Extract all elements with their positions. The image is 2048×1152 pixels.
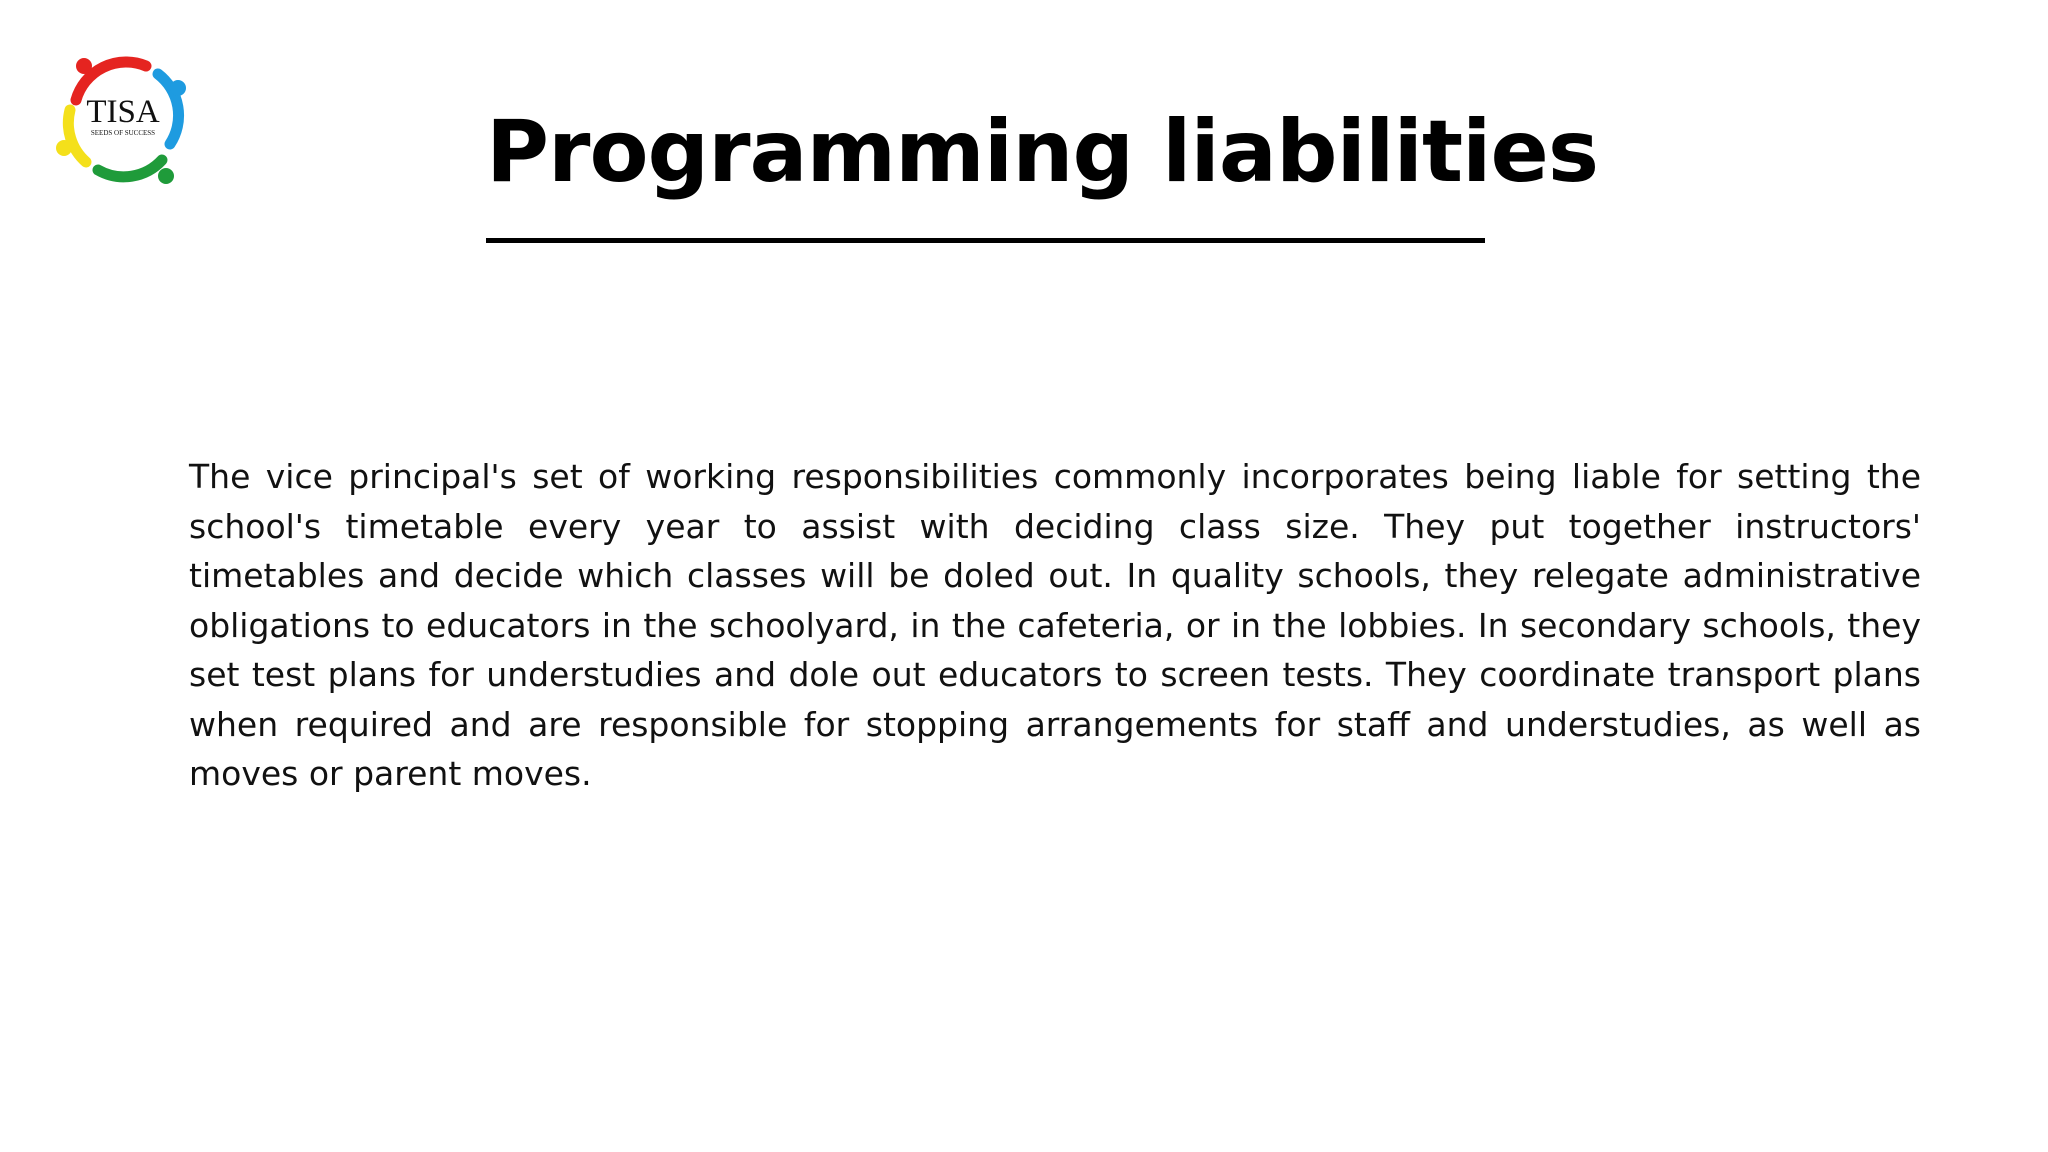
title-underline [486, 238, 1485, 243]
tisa-logo [54, 48, 192, 186]
tisa-logo-icon [54, 48, 192, 186]
logo-wordmark: TISA [86, 94, 160, 130]
slide-body-text: The vice principal's set of working responsibilities commonly incorporates being liable for setting the school's timetable every year to assist with deciding class size. They put together instructors' timetables and decide which classes will be doled out. In quality schools, they relegate administrative obligations to educators in the schoolyard, in the cafeteria, or in the lobbies. In secondary schools, they set test plans for understudies and dole out educators to screen tests. They coordinate transport plans when required and are responsible for stopping arrangements for staff and understudies, as well as moves or parent moves. [189, 457, 1921, 793]
slide-title: Programming liabilities [486, 102, 1599, 202]
logo-tagline: SEEDS OF SUCCESS [90, 129, 156, 137]
